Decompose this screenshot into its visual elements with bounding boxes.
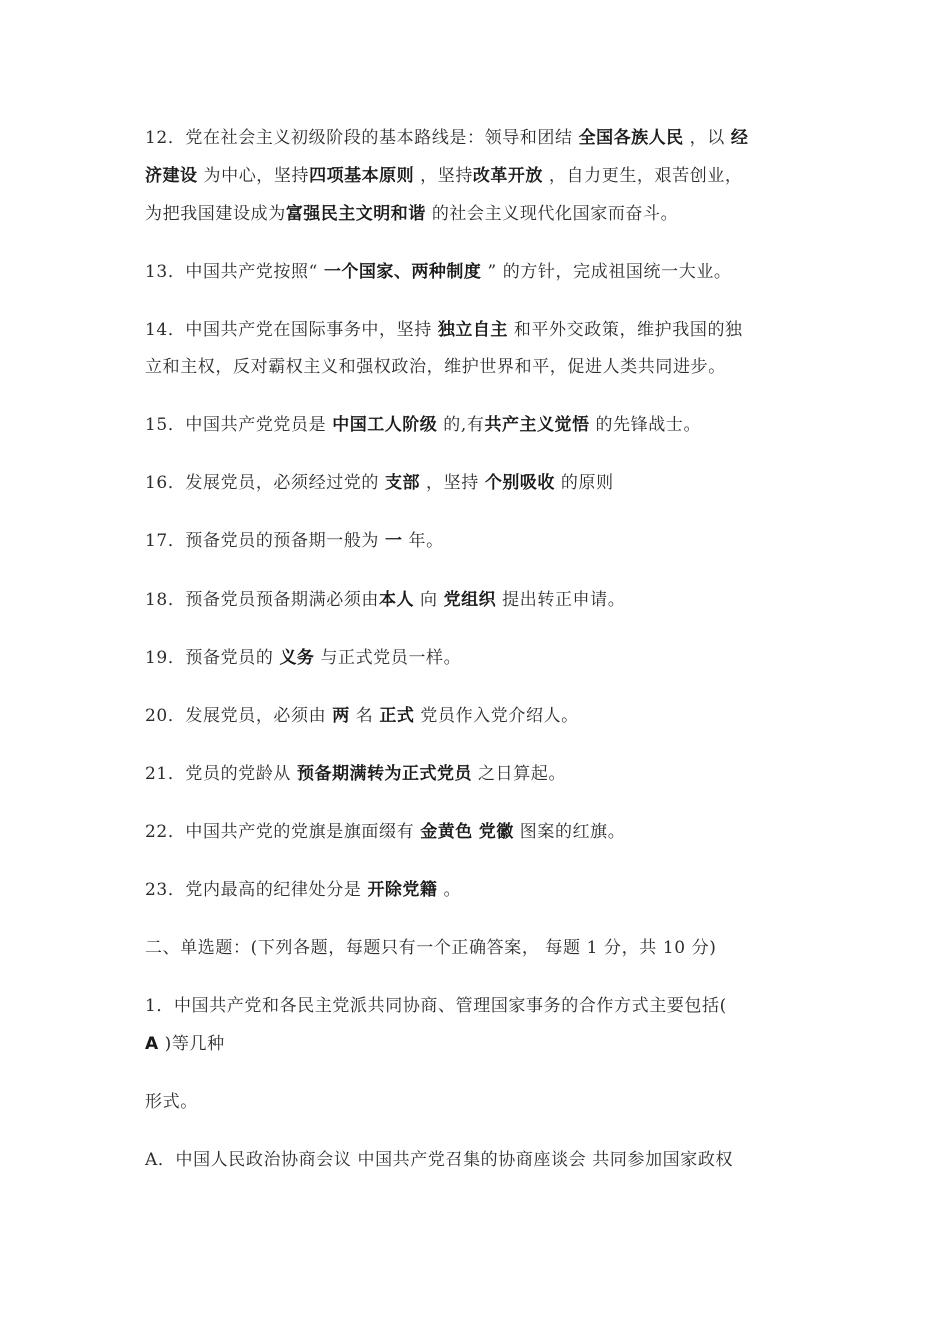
q21-line: 21．党员的党龄从 预备期满转为正式党员 之日算起。 <box>145 764 567 784</box>
blank-answer: 改革开放 <box>472 166 543 186</box>
blank-answer: 党组织 <box>443 590 497 610</box>
blank-answer: 经 <box>730 128 749 148</box>
blank-answer: 独立自主 <box>437 320 508 340</box>
q22-line: 22．中国共产党的党旗是旗面缀有 金黄色 党徽 图案的红旗。 <box>145 822 626 842</box>
q14-line-2: 立和主权，反对霸权主义和强权政治，维护世界和平，促进人类共同进步。 <box>145 357 726 377</box>
blank-answer: 金黄色 <box>420 822 473 842</box>
blank-answer: 共产主义觉悟 <box>484 415 590 435</box>
blank-answer: 两 <box>332 706 350 726</box>
blank-answer: 党徽 <box>478 822 514 842</box>
blank-answer: 富强民主文明和谐 <box>285 204 426 224</box>
q23-line: 23．党内最高的纪律处分是 开除党籍 。 <box>145 880 462 900</box>
blank-answer: 正式 <box>379 706 415 726</box>
q12-line-2: 济建设 为中心，坚持四项基本原则 ，坚持改革开放 ，自力更生，艰苦创业， <box>145 166 743 186</box>
section-heading: 二、单选题：(下列各题，每题只有一个正确答案， 每题 1 分，共 10 分) <box>145 938 717 958</box>
blank-answer: 预备期满转为正式党员 <box>297 764 473 784</box>
blank-answer: 中国工人阶级 <box>332 415 438 435</box>
q20-line: 20．发展党员，必须由 两 名 正式 党员作入党介绍人。 <box>145 706 579 726</box>
q15-line: 15．中国共产党党员是 中国工人阶级 的,有共产主义觉悟 的先锋战士。 <box>145 415 702 435</box>
q19-line: 19．预备党员的 义务 与正式党员一样。 <box>145 648 462 668</box>
blank-answer: 个别吸收 <box>484 473 555 493</box>
mc1-line-1: 1．中国共产党和各民主党派共同协商、管理国家事务的合作方式主要包括( <box>145 996 727 1016</box>
blank-answer: 全国各族人民 <box>578 128 684 148</box>
q14-line-1: 14．中国共产党在国际事务中，坚持 独立自主 和平外交政策，维护我国的独 <box>145 320 743 340</box>
blank-answer: 一 <box>385 531 403 551</box>
q18-line: 18．预备党员预备期满必须由本人 向 党组织 提出转正申请。 <box>145 590 626 610</box>
q13-line: 13．中国共产党按照“ 一个国家、两种制度 ” 的方针，完成祖国统一大业。 <box>145 262 732 282</box>
choice-answer: A <box>145 1034 159 1054</box>
blank-answer: 济建设 <box>145 166 198 186</box>
blank-answer: 开除党籍 <box>367 880 438 900</box>
blank-answer: 本人 <box>379 590 415 610</box>
mc1-option-a: A．中国人民政治协商会议 中国共产党召集的协商座谈会 共同参加国家政权 <box>145 1150 734 1170</box>
q12-line-1: 12．党在社会主义初级阶段的基本路线是：领导和团结 全国各族人民 ，以 经 <box>145 128 749 148</box>
q16-line: 16．发展党员，必须经过党的 支部 ，坚持 个别吸收 的原则 <box>145 473 614 493</box>
mc1-line-3: 形式。 <box>145 1092 198 1112</box>
q17-line: 17．预备党员的预备期一般为 一 年。 <box>145 531 444 551</box>
blank-answer: 支部 <box>385 473 421 493</box>
blank-answer: 四项基本原则 <box>309 166 415 186</box>
q12-line-3: 为把我国建设成为富强民主文明和谐 的社会主义现代化国家而奋斗。 <box>145 204 679 224</box>
mc1-line-2: A )等几种 <box>145 1034 225 1054</box>
blank-answer: 义务 <box>279 648 315 668</box>
blank-answer: 一个国家、两种制度 <box>323 262 482 282</box>
